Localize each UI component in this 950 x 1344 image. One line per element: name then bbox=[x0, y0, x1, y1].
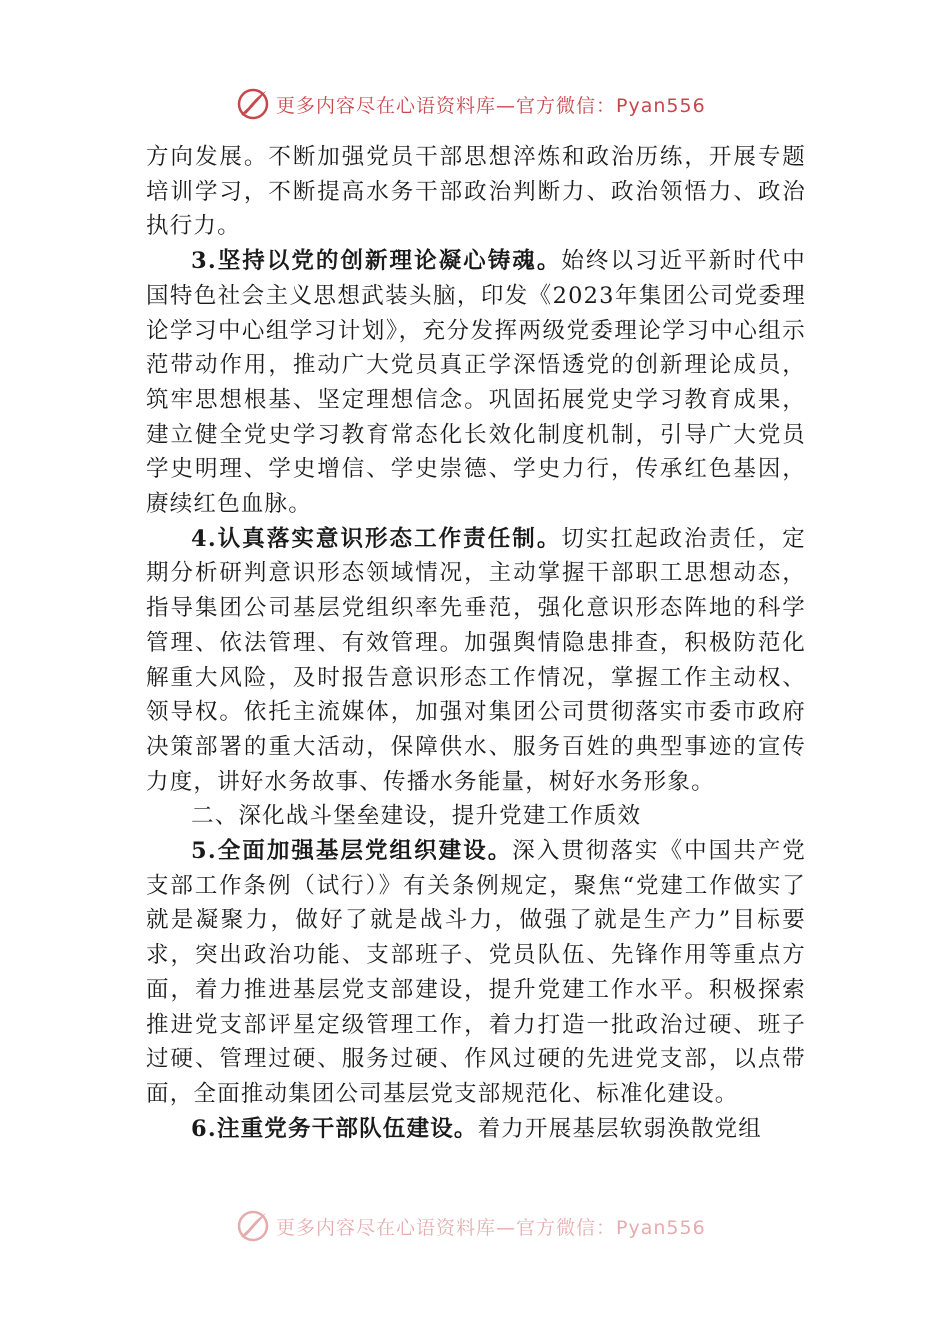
paragraph-6-body: 着力开展基层软弱涣散党组 bbox=[477, 1115, 762, 1142]
watermark-text: 更多内容尽在心语资料库—官方微信：Pyan556 bbox=[276, 1216, 706, 1239]
paragraph-4-body: 切实扛起政治责任，定期分析研判意识形态领域情况，主动掌握干部职工思想动态，指导集团公司基层党组织率先垂范，强化意识形态阵地的科学管理、依法管理、有效管理。加强舆情隐患排查，积极防范化解重大风险，及时报告意识形态工作情况，掌握工作主动权、领导权。依托主流媒体，加强对集团公司贯彻落实市委市政府决策部署的重大活动，保障供水、服务百姓的典型事迹的宣传力度，讲好水务故事、传播水务能量，树好水务形象。 bbox=[146, 525, 806, 795]
section-heading-2: 二、深化战斗堡垒建设，提升党建工作质效 bbox=[191, 803, 642, 830]
paragraph-5-title: 5.全面加强基层党组织建设。 bbox=[191, 838, 513, 865]
paragraph-continuation: 方向发展。不断加强党员干部思想淬炼和政治历练，开展专题培训学习，不断提高水务干部政治判断力、政治领悟力、政治执行力。 bbox=[146, 144, 806, 240]
paragraph-3-body: 始终以习近平新时代中国特色社会主义思想武装头脑，印发《2023年集团公司党委理论学习中心组学习计划》，充分发挥两级党委理论学习中心组示范带动作用，推动广大党员真正学深悟透党的创新理论成员，筑牢思想根基、坚定理想信念。巩固拓展党史学习教育成果，建立健全党史学习教育常态化长效化制度机制，引导广大党员学史明理、学史增信、学史崇德、学史力行，传承红色基因，赓续红色血脉。 bbox=[146, 248, 806, 518]
watermark-header bbox=[236, 84, 756, 124]
paragraph-6-title: 6.注重党务干部队伍建设。 bbox=[191, 1115, 478, 1142]
document-body bbox=[146, 140, 806, 1146]
watermark-text: 更多内容尽在心语资料库—官方微信：Pyan556 bbox=[276, 94, 706, 117]
feather-logo-icon bbox=[236, 1209, 270, 1243]
paragraph-3-title: 3.坚持以党的创新理论凝心铸魂。 bbox=[191, 248, 562, 275]
feather-logo-icon bbox=[236, 87, 270, 121]
paragraph-4 bbox=[146, 522, 806, 800]
paragraph-5 bbox=[146, 834, 806, 1112]
paragraph-4-title: 4.认真落实意识形态工作责任制。 bbox=[191, 525, 562, 552]
paragraph-3 bbox=[146, 244, 806, 522]
paragraph-5-body: 深入贯彻落实《中国共产党支部工作条例（试行）》有关条例规定，聚焦“党建工作做实了就是凝聚力，做好了就是战斗力，做强了就是生产力”目标要求，突出政治功能、支部班子、党员队伍、先锋作用等重点方面，着力推进基层党支部建设，提升党建工作水平。积极探索推进党支部评星定级管理工作，着力打造一批政治过硬、班子过硬、管理过硬、服务过硬、作风过硬的先进党支部，以点带面，全面推动集团公司基层党支部规范化、标准化建设。 bbox=[146, 838, 807, 1107]
paragraph-6 bbox=[146, 1112, 806, 1147]
watermark-footer bbox=[236, 1206, 756, 1246]
